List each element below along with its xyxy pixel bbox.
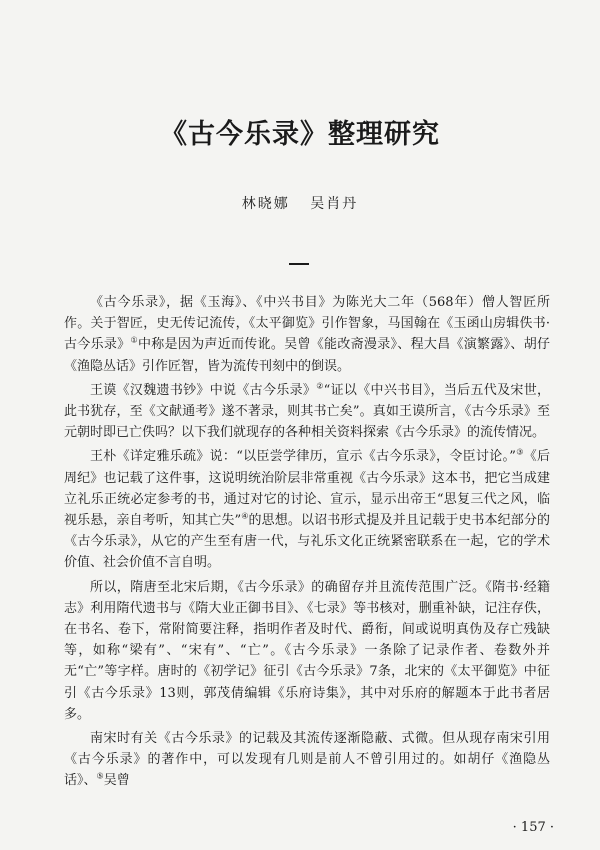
author-name: 吴肖丹 bbox=[310, 196, 359, 212]
footnote-ref: ② bbox=[316, 381, 324, 391]
section-number-mark bbox=[289, 263, 309, 265]
paragraph: 王朴《详定雅乐疏》说：“以臣尝学律历，宣示《古今乐录》，令臣讨论。”③《后周纪》也记载了这件事，这说明统治阶层非常重视《古今乐录》这本书，把它当成建立礼乐正统必定参考的书，通过对它的讨论、宣示，显示出帝王“思复三代之风，临视乐悬，亲自考听，知其亡失”④的思想。以诏书形式提及并且记载于史书本纪部分的《古今乐录》，从它的产生至有唐一代，与礼乐文化正统紧密联系在一起，它的学术价值、社会价值不言自明。 bbox=[64, 448, 550, 571]
article-title: 《古今乐录》整理研究 bbox=[160, 119, 440, 150]
author-name: 林晓娜 bbox=[241, 196, 290, 212]
paragraph: 《古今乐录》，据《玉海》、《中兴书目》为陈光大二年（568年）僧人智匠所作。关于智匠，史无传记流传，《太平御览》引作智象，马国翰在《玉函山房辑佚书·古今乐录》①中称是因为声近而传讹。吴曾《能改斋漫录》、程大昌《演繁露》、胡仔《渔隐丛话》引作匠智，皆为流传刊刻中的倒误。 bbox=[64, 295, 550, 374]
paragraph: 所以，隋唐至北宋后期，《古今乐录》的确留存并且流传范围广泛。《隋书·经籍志》利用隋代遗书与《隋大业正御书目》、《七录》等书核对，删重补缺，记注存佚，在书名、卷下，常附简要注释，指明作者及时代、爵衔，间或说明真伪及存亡残缺等，如称“梁有”、“宋有”、“亡”。《古今乐录》一条除了记录作者、卷数外并无“亡”等字样。唐时的《初学记》征引《古今乐录》7条，北宋的《太平御览》中征引《古今乐录》13则，郭茂倩编辑《乐府诗集》，其中对乐府的解题本于此书者居多。 bbox=[64, 579, 550, 722]
paragraph: 王谟《汉魏遗书钞》中说《古今乐录》②“证以《中兴书目》，当后五代及宋世，此书犹存，至《文献通考》遂不著录，则其书亡矣”。真如王谟所言，《古今乐录》至元朝时即已亡佚吗？以下我们就现存的各种相关资料探索《古今乐录》的流传情况。 bbox=[64, 381, 550, 441]
author-line bbox=[0, 193, 600, 213]
footnote-ref: ③ bbox=[515, 448, 524, 458]
footnote-ref: ⑤ bbox=[96, 772, 104, 782]
footnote-ref: ④ bbox=[241, 511, 249, 521]
article-body bbox=[64, 292, 550, 795]
paragraph: 南宋时有关《古今乐录》的记载及其流传逐渐隐蔽、式微。但从现存南宋引用《古今乐录》的著作中，可以发现有几则是前人不曾引用过的。如胡仔《渔隐丛话》、⑤吴曾 bbox=[64, 731, 550, 789]
page-number: · 157 · bbox=[512, 820, 554, 835]
footnote-ref: ① bbox=[130, 336, 138, 346]
